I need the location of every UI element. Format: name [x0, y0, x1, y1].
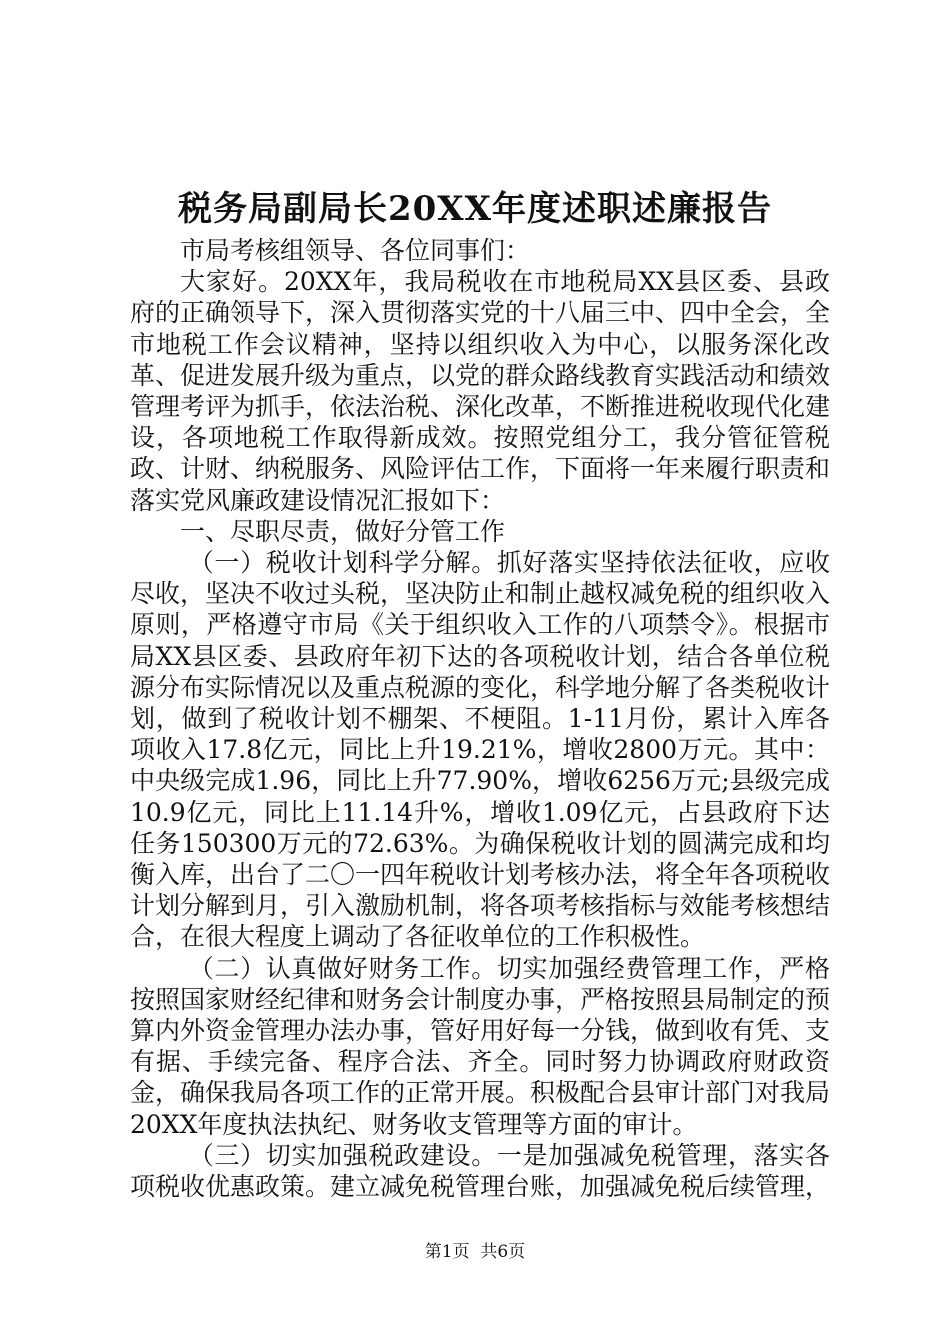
subsection-paragraph-1: （一）税收计划科学分解。抓好落实坚持依法征收，应收尽收，坚决不收过头税，坚决防止和制止越权减免税的组织收入原则，严格遵守市局《关于组织收入工作的八项禁令》。根据市局XX县区委、县政府年初下达的各项税收计划，结合各单位税源分布实际情况以及重点税源的变化，科学地分解了各类税收计划，做到了税收计划不棚架、不梗阻。1-11月份，累计入库各项收入17.8亿元，同比上升19.21%，增收2800万元。其中：中央级完成1.96，同比上升77.90%，增收6256万元;县级完成10.9亿元，同比上11.14升%，增收1.09亿元，占县政府下达任务150300万元的72.63%。为确保税收计划的圆满完成和均衡入库，出台了二〇一四年税收计划考核办法，将全年各项税收计划分解到月，引入激励机制，将各项考核指标与效能考核想结合，在很大程度上调动了各征收单位的工作积极性。	[130, 548, 831, 952]
subsection-paragraph-3: （三）切实加强税政建设。一是加强减免税管理，落实各项税收优惠政策。建立减免税管理台账，加强减免税后续管理，	[130, 1140, 831, 1202]
subsection-paragraph-2: （二）认真做好财务工作。切实加强经费管理工作，严格按照国家财经纪律和财务会计制度办事，严格按照县局制定的预算内外资金管理办法办事，管好用好每一分钱，做到收有凭、支有据、手续完备、程序合法、齐全。同时努力协调政府财政资金，确保我局各项工作的正常开展。积极配合县审计部门对我局20XX年度执法执纪、财务收支管理等方面的审计。	[130, 953, 831, 1139]
section-heading: 一、尽职尽责，做好分管工作	[180, 516, 506, 546]
document-title: 税务局副局长20XX年度述职述廉报告	[177, 189, 773, 229]
page-footer	[0, 1240, 950, 1264]
salutation-paragraph: 市局考核组领导、各位同事们：	[180, 236, 531, 265]
page-number: 第1页 共6页	[424, 1242, 526, 1262]
document-body	[130, 235, 830, 1202]
intro-paragraph: 大家好。20XX年，我局税收在市地税局XX县区委、县政府的正确领导下，深入贯彻落实党的十八届三中、四中全会，全市地税工作会议精神，坚持以组织收入为中心，以服务深化改革、促进发展升级为重点，以党的群众路线教育实践活动和绩效管理考评为抓手，依法治税、深化改革，不断推进税收现代化建设，各项地税工作取得新成效。按照党组分工，我分管征管税政、计财、纳税服务、风险评估工作，下面将一年来履行职责和落实党风廉政建设情况汇报如下：	[130, 267, 831, 515]
